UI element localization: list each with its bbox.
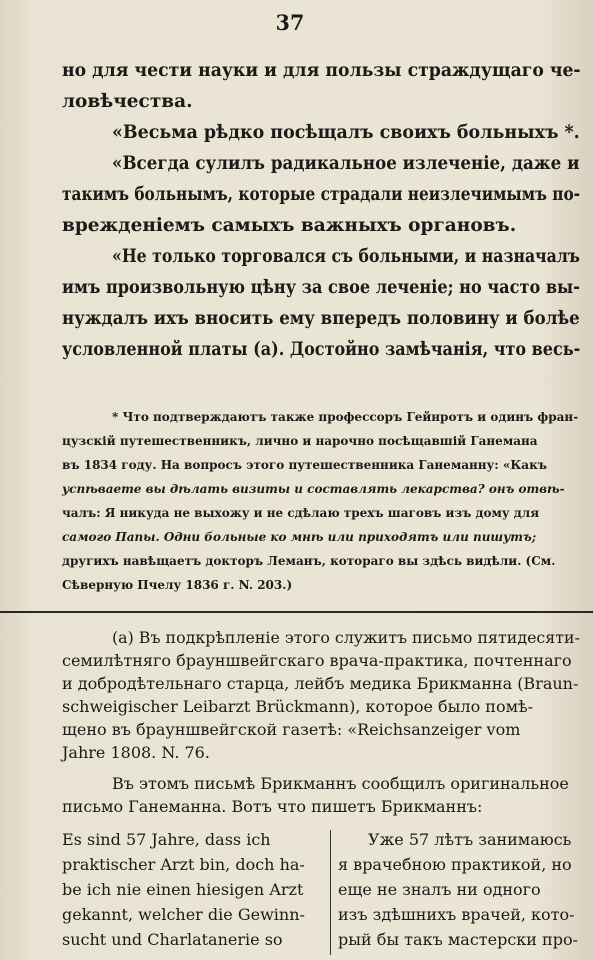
- main-line: «Всегда сулилъ радикальное излеченіе, даже и: [112, 153, 580, 174]
- footnote-line: самого Папы. Одни больные ко мнѣ или приходятъ или пишутъ;: [62, 530, 537, 544]
- main-line: ловѣчества.: [62, 91, 193, 112]
- german-line: praktischer Arzt bin, doch ha-: [62, 855, 305, 874]
- main-line: «Не только торговался съ больными, и назначалъ: [112, 246, 580, 267]
- footnote-line: въ 1834 году. На вопросъ этого путешественника Ганеманну: «Какъ: [62, 458, 547, 472]
- footnote-line: другихъ навѣщаетъ докторъ Леманъ, котораго вы здѣсь видѣли. (См.: [62, 554, 556, 568]
- russian-line: изъ здѣшнихъ врачей, кото-: [338, 905, 575, 924]
- section-line: Jahre 1808. N. 76.: [62, 743, 210, 762]
- german-line: sucht und Charlatanerie so: [62, 930, 283, 949]
- russian-line: еще не зналъ ни одного: [338, 880, 541, 899]
- main-line: но для чести науки и для пользы страждущаго че-: [62, 60, 581, 81]
- german-line: gekannt, welcher die Gewinn-: [62, 905, 305, 924]
- section-line: Въ этомъ письмѣ Брикманнъ сообщилъ оригинальное: [112, 774, 569, 793]
- page-number: 37: [275, 10, 305, 35]
- german-line: be ich nie einen hiesigen Arzt: [62, 880, 304, 899]
- main-line: нуждалъ ихъ вносить ему впередъ половину и болѣе: [62, 308, 580, 329]
- section-line: семилѣтняго брауншвейгскаго врача-практика, почтеннаго: [62, 651, 572, 670]
- footnote-line: Сѣверную Пчелу 1836 г. N. 203.): [62, 578, 293, 592]
- section-line: письмо Ганеманна. Вотъ что пишетъ Брикманнъ:: [62, 797, 483, 816]
- german-line: Es sind 57 Jahre, dass ich: [62, 830, 271, 849]
- section-line: и добродѣтельнаго старца, лейбъ медика Брикманна (Braun-: [62, 674, 579, 693]
- main-line: врежденіемъ самыхъ важныхъ органовъ.: [62, 215, 517, 236]
- separator-rule: [0, 611, 593, 613]
- russian-line: рый бы такъ мастерски про-: [338, 930, 578, 949]
- main-line: такимъ больнымъ, которые страдали неизлечимымъ по-: [62, 184, 581, 205]
- main-line: условленной платы (а). Достойно замѣчанія, что весь-: [62, 339, 581, 360]
- russian-line: Уже 57 лѣтъ занимаюсь: [368, 830, 572, 849]
- section-line: schweigischer Leibarzt Brückmann), которое было помѣ-: [62, 697, 534, 716]
- footnote-line: цузскій путешественникъ, лично и нарочно посѣщавшій Ганемана: [62, 434, 538, 448]
- main-line: «Весьма рѣдко посѣщалъ своихъ больныхъ *.: [112, 122, 580, 143]
- section-line: (а) Въ подкрѣпленіе этого служитъ письмо пятидесяти-: [112, 628, 580, 647]
- main-line: имъ произвольную цѣну за свое леченіе; но часто вы-: [62, 277, 580, 298]
- footnote-line: * Что подтверждаютъ также профессоръ Гейнротъ и одинъ фран-: [112, 410, 579, 424]
- section-line: щено въ брауншвейгской газетѣ: «Reichsanzeiger vom: [62, 720, 521, 739]
- footnote-line: успѣваете вы дѣлать визиты и составлять лекарства? онъ отвѣ-: [62, 482, 565, 496]
- russian-line: я врачебною практикой, но: [338, 855, 572, 874]
- footnote-line: чалъ: Я никуда не выхожу и не сдѣлаю трехъ шаговъ изъ дому для: [62, 506, 540, 520]
- column-divider: [330, 830, 331, 955]
